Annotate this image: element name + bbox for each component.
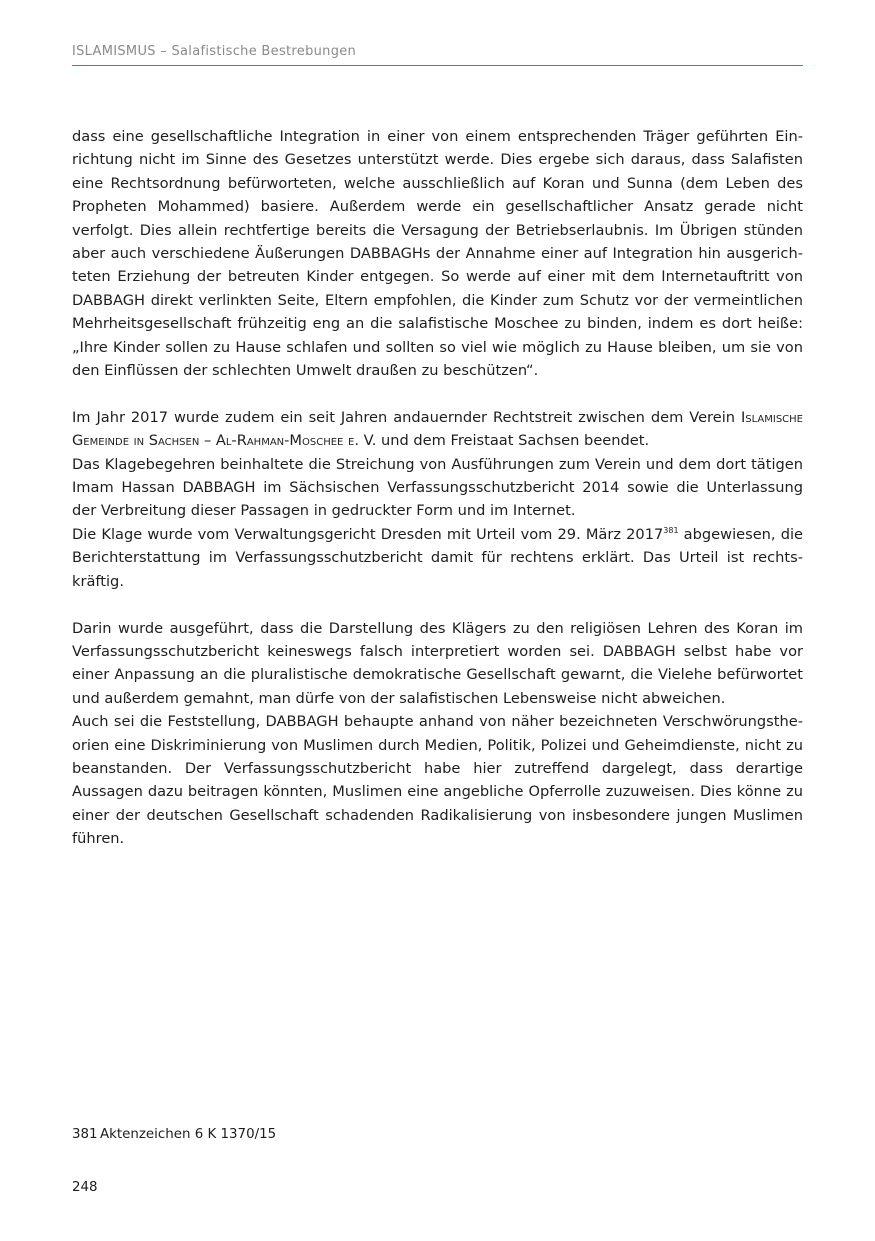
lawsuit-intro-end: V. und dem Freistaat Sachsen beendet. [358, 432, 650, 450]
paragraph-integration: dass eine gesellschaftliche Integration in einer von einem entsprechenden Träger geführten Einrichtung nicht im Sinne des Gesetzes unterstützt werde. Dies ergebe sich daraus, dass Salafisten eine Rechtsordnung befürworteten, welche ausschließlich auf Koran und Sunna (dem Leben des Propheten Mohammed) basiere. Außerdem werde ein gesellschaftlicher Ansatz gerade nicht verfolgt. Dies allein rechtfertige bereits die Versagung der Betriebserlaubnis. Im Übrigen stünden aber auch verschiedene Äußerungen DABBAGHs der Annahme einer auf Integration hin ausgerichteten Erziehung der betreuten Kinder entgegen. So werde auf einer mit dem Internetauftritt von DABBAGH direkt verlinkten Seite, Eltern empfohlen, die Kinder zum Schutz vor der vermeintlichen Mehrheitsgesellschaft frühzeitig eng an die salafistische Moschee zu binden, indem es dort heiße: „Ihre Kinder sollen zu Hause schlafen und sollten so viel wie möglich zu Hause bleiben, um sie von den Einflüssen der schlechten Umwelt draußen zu beschützen“. [72, 128, 803, 380]
footnote [72, 1127, 276, 1142]
verdict-text-end: abgewiesen, die Berichterstattung im Verfassungsschutzbericht damit für rechtens erklärt. Das Urteil ist rechtskräftig. [72, 525, 803, 590]
paragraph-lawsuit-verdict [72, 523, 803, 593]
paragraph-reasoning: Darin wurde ausgeführt, dass die Darstellung des Klägers zu den religiösen Lehren des Koran im Verfassungsschutzbericht keineswegs falsch interpretiert worden sei. DABBAGH selbst habe vor einer Anpassung an die pluralistische demokratische Gesellschaft gewarnt, die Vielehe befürwortet und außerdem gemahnt, man dürfe von der salafistischen Lebensweise nicht abweichen. [72, 619, 803, 707]
footnote-text: Aktenzeichen 6 K 1370/15 [100, 1127, 277, 1142]
paragraph-lawsuit-claim: Das Klagebegehren beinhaltete die Streichung von Ausführungen zum Verein und dem dort tätigen Imam Hassan DABBAGH im Sächsischen Verfassungsschutzbericht 2014 sowie die Unterlassung der Verbreitung dieser Passagen in gedruckter Form und im Internet. [72, 455, 803, 520]
verdict-text: Die Klage wurde vom Verwaltungsgericht Dresden mit Urteil vom 29. März 2017 [72, 525, 664, 543]
header-rule [72, 65, 803, 66]
organization-name: Islamische Gemeinde in Sachsen – Al-Rahman-Moschee e. [72, 408, 803, 450]
main-text [72, 125, 803, 851]
lawsuit-intro-text: Im Jahr 2017 wurde zudem ein seit Jahren andauernder Rechtstreit zwischen dem Verein [72, 408, 741, 426]
paragraph-conspiracy: Auch sei die Feststellung, DABBAGH behaupte anhand von näher bezeichneten Verschwörungstheorien eine Diskriminierung von Muslimen durch Medien, Politik, Polizei und Geheimdienste, nicht zu beanstanden. Der Verfassungsschutzbericht habe hier zutreffend dargelegt, dass derartige Aussagen dazu beitragen könnten, Muslimen eine angebliche Opferrolle zuzuweisen. Dies könne zu einer der deutschen Gesellschaft schadenden Radikalisierung von insbesondere jungen Muslimen führen. [72, 713, 803, 848]
running-header: ISLAMISMUS – Salafistische Bestrebungen [72, 44, 357, 59]
page-number: 248 [72, 1180, 98, 1195]
paragraph-lawsuit-intro [72, 406, 803, 453]
footnote-reference[interactable]: 381 [663, 525, 679, 535]
footnote-number: 381 [72, 1127, 98, 1142]
